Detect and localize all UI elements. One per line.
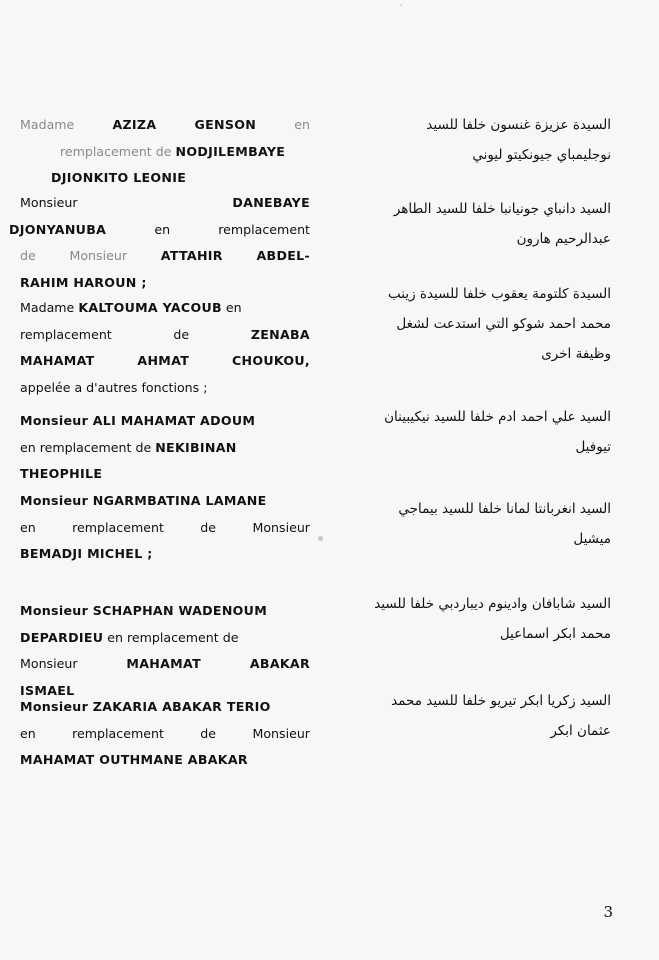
person-name: ATTAHIR bbox=[160, 248, 223, 263]
ar-line: السيدة عزيزة غنسون خلفا للسيد bbox=[426, 117, 611, 133]
fr-text: Monsieur bbox=[69, 248, 128, 263]
fr-text: Monsieur bbox=[252, 519, 310, 535]
person-name: GENSON bbox=[194, 117, 257, 132]
person-name: Monsieur bbox=[20, 413, 93, 428]
ar-entry bbox=[341, 110, 611, 170]
person-name: SCHAPHAN WADENOUM bbox=[92, 603, 268, 618]
fr-text: en remplacement de bbox=[20, 439, 156, 455]
ar-line: ميشيل bbox=[573, 531, 611, 547]
person-name: BEMADJI MICHEL ; bbox=[20, 546, 153, 561]
ar-entry bbox=[341, 494, 611, 554]
person-name: ISMAEL bbox=[20, 682, 75, 698]
fr-text: de bbox=[200, 519, 217, 535]
ar-line: تيوفيل bbox=[575, 439, 611, 455]
ar-entry bbox=[341, 279, 611, 369]
ar-line: السيد علي احمد ادم خلفا للسيد نيكيبينان bbox=[384, 409, 611, 425]
fr-line bbox=[20, 625, 310, 652]
person-name: NGARMBATINA LAMANE bbox=[92, 493, 267, 508]
person-name: AHMAT bbox=[137, 353, 190, 368]
fr-text: de bbox=[20, 248, 36, 263]
person-name: CHOUKOU, bbox=[231, 353, 310, 368]
person-name: Monsieur bbox=[20, 493, 93, 508]
fr-entry bbox=[20, 408, 310, 488]
ar-line: عثمان ابكر bbox=[550, 723, 611, 739]
fr-text: Monsieur bbox=[20, 195, 78, 210]
person-name: ALI MAHAMAT ADOUM bbox=[92, 413, 256, 428]
fr-text: Monsieur bbox=[20, 656, 78, 671]
fr-text: Madame bbox=[20, 117, 75, 132]
fr-line bbox=[20, 435, 310, 462]
person-name: ABDEL- bbox=[256, 248, 310, 263]
fr-text: Madame bbox=[20, 300, 79, 315]
fr-line bbox=[20, 348, 310, 375]
fr-text: en bbox=[20, 519, 36, 535]
scan-speck bbox=[318, 536, 323, 541]
fr-text: remplacement bbox=[72, 725, 164, 741]
fr-line bbox=[20, 598, 310, 625]
fr-line bbox=[20, 747, 310, 774]
person-name: NEKIBINAN bbox=[155, 439, 237, 455]
person-name: ABAKAR bbox=[249, 656, 310, 671]
person-name: AZIZA bbox=[112, 117, 157, 132]
ar-line: السيد دانباي جونيانبا خلفا للسيد الطاهر bbox=[393, 201, 611, 217]
fr-line bbox=[60, 139, 310, 166]
ar-line: السيد زكريا ابكر تيريو خلفا للسيد محمد bbox=[391, 693, 611, 709]
page-number: 3 bbox=[603, 903, 613, 921]
person-name: MAHAMAT bbox=[20, 353, 95, 368]
fr-entry bbox=[20, 295, 310, 401]
fr-text: remplacement bbox=[72, 519, 164, 535]
fr-text: en bbox=[221, 300, 242, 315]
fr-line bbox=[20, 721, 310, 748]
person-name: ZENABA bbox=[250, 326, 310, 342]
person-name: MAHAMAT OUTHMANE ABAKAR bbox=[20, 752, 248, 767]
fr-entry bbox=[20, 112, 310, 192]
scan-speck bbox=[400, 4, 402, 6]
person-name: DJIONKITO LEONIE bbox=[51, 170, 187, 185]
fr-text: en bbox=[154, 221, 171, 237]
fr-line bbox=[20, 295, 310, 322]
fr-entry bbox=[20, 694, 310, 774]
fr-line bbox=[20, 322, 310, 349]
fr-text: Monsieur bbox=[252, 725, 310, 741]
ar-entry bbox=[341, 686, 611, 746]
person-name: DANEBAYE bbox=[232, 195, 310, 210]
ar-line: السيدة كلتومة يعقوب خلفا للسيدة زينب bbox=[387, 286, 611, 302]
fr-line bbox=[20, 461, 310, 488]
fr-entry bbox=[9, 190, 310, 296]
person-name: ZAKARIA ABAKAR TERIO bbox=[92, 699, 271, 714]
fr-entry bbox=[20, 488, 310, 568]
fr-text: en bbox=[294, 117, 310, 132]
fr-line bbox=[20, 270, 310, 297]
ar-line: محمد ابكر اسماعيل bbox=[499, 626, 611, 642]
fr-line bbox=[20, 541, 310, 568]
ar-entry bbox=[341, 402, 611, 462]
fr-text: remplacement de bbox=[60, 143, 176, 159]
fr-line bbox=[20, 694, 310, 721]
person-name: THEOPHILE bbox=[20, 466, 103, 481]
fr-line bbox=[51, 165, 310, 192]
ar-line: عبدالرحيم هارون bbox=[516, 231, 611, 247]
fr-entry bbox=[20, 598, 310, 704]
person-name: DJONYANUBA bbox=[9, 221, 107, 237]
ar-entry bbox=[341, 589, 611, 649]
fr-text: remplacement bbox=[218, 221, 310, 237]
fr-line bbox=[9, 217, 310, 244]
person-name: Monsieur bbox=[20, 699, 93, 714]
person-name: KALTOUMA YACOUB bbox=[78, 300, 222, 315]
fr-line bbox=[20, 651, 310, 678]
person-name: RAHIM HAROUN ; bbox=[20, 274, 147, 290]
fr-line bbox=[20, 243, 310, 270]
fr-line bbox=[20, 375, 310, 402]
fr-text: de bbox=[200, 725, 217, 741]
person-name: NODJILEMBAYE bbox=[175, 143, 286, 159]
ar-line: السيد شابافان وادينوم ديباردبي خلفا للسيد bbox=[374, 596, 611, 612]
fr-line bbox=[20, 112, 310, 139]
fr-line bbox=[20, 190, 310, 217]
fr-line bbox=[20, 515, 310, 542]
ar-line: محمد احمد شوكو التي استدعت لشغل bbox=[396, 316, 611, 332]
fr-text: en remplacement de bbox=[103, 629, 239, 645]
person-name: DEPARDIEU bbox=[20, 629, 104, 645]
fr-text: de bbox=[173, 326, 190, 342]
fr-text: remplacement bbox=[20, 326, 112, 342]
fr-text: appelée a d'autres fonctions ; bbox=[20, 379, 208, 395]
ar-line: نوجليمباي جيونكيتو ليوني bbox=[472, 147, 611, 163]
ar-line: السيد انغربانتا لمانا خلفا للسيد بيماجي bbox=[398, 501, 611, 517]
ar-entry bbox=[341, 194, 611, 254]
fr-line bbox=[20, 488, 310, 515]
ar-line: وظيفة اخرى bbox=[541, 346, 611, 362]
fr-line bbox=[20, 408, 310, 435]
person-name: Monsieur bbox=[20, 603, 93, 618]
fr-text: en bbox=[20, 725, 36, 741]
person-name: MAHAMAT bbox=[126, 656, 201, 671]
